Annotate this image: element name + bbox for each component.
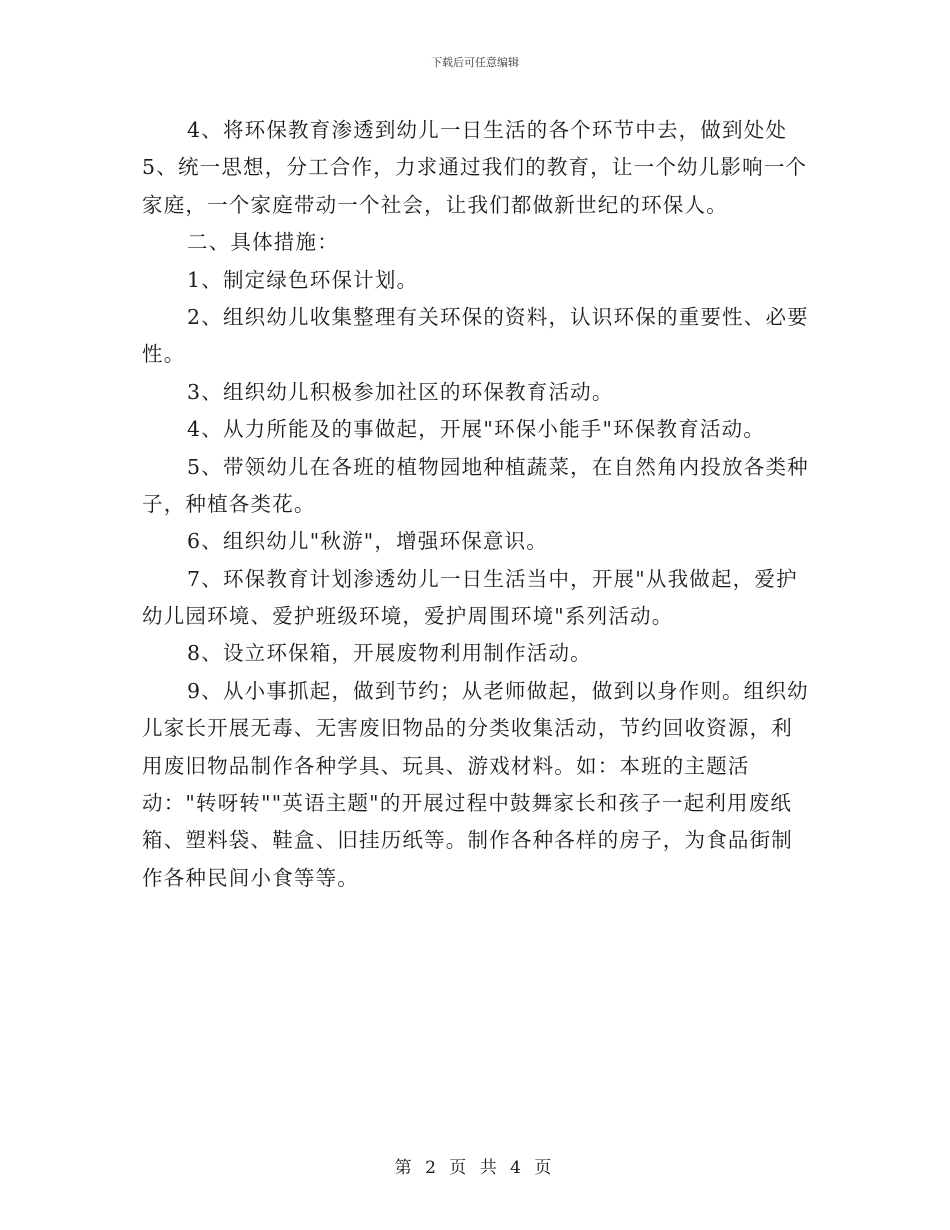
text-line: 家庭，一个家庭带动一个社会，让我们都做新世纪的环保人。	[142, 192, 728, 217]
text-line: 幼儿园环境、爱护班级环境，爱护周围环境"系列活动。	[142, 604, 674, 629]
text-line: 4、从力所能及的事做起，开展"环保小能手"环保教育活动。	[187, 417, 765, 442]
page-footer: 第 2 页 共 4 页	[394, 1158, 556, 1178]
text-line: 7、环保教育计划渗透幼儿一日生活当中，开展"从我做起，爱护	[187, 566, 798, 591]
text-line: 1、制定绿色环保计划。	[187, 267, 419, 292]
header-note: 下载后可任意编辑	[431, 56, 519, 69]
text-line: 6、组织幼儿"秋游"，增强环保意识。	[187, 529, 549, 554]
text-line: 作各种民间小食等等。	[142, 865, 359, 890]
text-line: 5、带领幼儿在各班的植物园地种植蔬菜，在自然角内投放各类种	[187, 454, 809, 479]
text-line: 2、组织幼儿收集整理有关环保的资料，认识环保的重要性、必要	[187, 304, 809, 329]
text-line: 子，种植各类花。	[142, 491, 316, 516]
text-line: 性。	[142, 342, 186, 367]
text-line: 儿家长开展无毒、无害废旧物品的分类收集活动，节约回收资源，利	[142, 716, 793, 741]
text-line: 9、从小事抓起，做到节约；从老师做起，做到以身作则。组织幼	[187, 678, 809, 703]
text-line: 8、设立环保箱，开展废物利用制作活动。	[187, 641, 592, 666]
text-line: 用废旧物品制作各种学具、玩具、游戏材料。如：本班的主题活	[142, 753, 750, 778]
text-line: 动："转呀转""英语主题"的开展过程中鼓舞家长和孩子一起利用废纸	[142, 791, 793, 816]
document-body	[142, 112, 810, 897]
text-line: 3、组织幼儿积极参加社区的环保教育活动。	[187, 379, 614, 404]
text-line: 二、具体措施：	[187, 230, 339, 255]
text-line: 箱、塑料袋、鞋盒、旧挂历纸等。制作各种各样的房子，为食品街制	[142, 828, 793, 853]
text-line: 5、统一思想，分工合作，力求通过我们的教育，让一个幼儿影响一个	[142, 155, 808, 180]
text-line: 4、将环保教育渗透到幼儿一日生活的各个环节中去，做到处处	[187, 118, 788, 142]
